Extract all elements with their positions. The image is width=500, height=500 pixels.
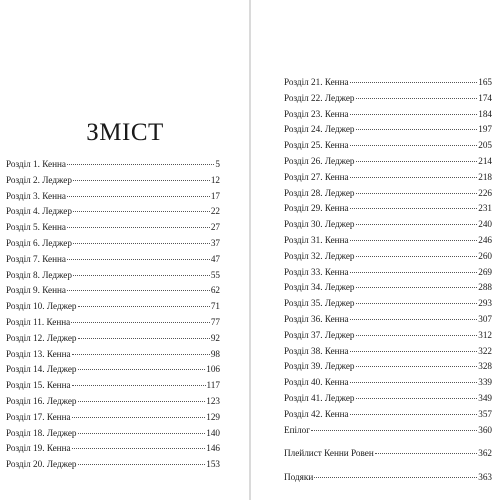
toc-entry-label: Розділ 42. Кенна <box>284 408 349 419</box>
toc-entry-page-number: 146 <box>206 443 220 454</box>
toc-dot-leader <box>356 193 478 194</box>
toc-dot-leader <box>350 177 478 178</box>
toc-entry <box>284 344 492 360</box>
toc-dot-leader <box>356 129 478 130</box>
toc-entry-page-number: 27 <box>210 222 220 233</box>
toc-entry-page-number: 129 <box>206 411 220 422</box>
toc-entry-label: Розділ 22. Леджер <box>284 92 355 103</box>
toc-entry-page-number: 197 <box>478 124 492 135</box>
toc-dot-leader <box>350 82 478 83</box>
toc-entry <box>284 423 492 439</box>
toc-dot-leader <box>67 259 210 260</box>
toc-entry <box>284 470 492 486</box>
toc-entry <box>284 122 492 138</box>
toc-dot-leader <box>314 477 477 478</box>
toc-entry <box>284 249 492 265</box>
toc-entry-label: Розділ 13. Кенна <box>6 348 71 359</box>
toc-dot-leader <box>356 366 478 367</box>
toc-entry-page-number: 349 <box>478 392 492 403</box>
toc-dot-leader <box>350 319 478 320</box>
toc-entry-page-number: 71 <box>210 301 220 312</box>
toc-entry-page-number: 174 <box>478 92 492 103</box>
toc-entry-label: Розділ 35. Леджер <box>284 298 355 309</box>
toc-list-left <box>6 157 220 473</box>
toc-entry <box>6 410 220 426</box>
toc-entry-page-number: 322 <box>478 345 492 356</box>
toc-entry-page-number: 360 <box>478 424 492 435</box>
toc-entry-page-number: 226 <box>478 187 492 198</box>
toc-entry-label: Розділ 33. Кенна <box>284 266 349 277</box>
toc-entry <box>6 268 220 284</box>
toc-entry-label: Розділ 39. Леджер <box>284 361 355 372</box>
toc-entry-label: Розділ 4. Леджер <box>6 206 72 217</box>
toc-entry <box>6 189 220 205</box>
toc-entry-page-number: 123 <box>206 395 220 406</box>
toc-dot-leader <box>67 227 210 228</box>
toc-entry-page-number: 339 <box>478 377 492 388</box>
toc-dot-leader <box>350 351 478 352</box>
toc-entry <box>284 91 492 107</box>
toc-entry-label: Розділ 37. Леджер <box>284 329 355 340</box>
toc-dot-leader <box>311 430 477 431</box>
toc-entry-label: Епілог <box>284 424 311 435</box>
toc-entry-page-number: 293 <box>478 298 492 309</box>
toc-entry <box>284 170 492 186</box>
toc-entry-page-number: 5 <box>215 159 220 169</box>
toc-entry-label: Розділ 32. Леджер <box>284 250 355 261</box>
toc-entry-label: Розділ 9. Кенна <box>6 285 67 296</box>
toc-list-right <box>284 75 492 486</box>
toc-entry <box>284 217 492 233</box>
toc-dot-leader <box>350 414 478 415</box>
toc-dot-leader <box>73 211 210 212</box>
toc-entry-page-number: 165 <box>478 77 492 87</box>
toc-dot-leader <box>67 164 214 165</box>
toc-entry-label: Розділ 41. Леджер <box>284 392 355 403</box>
toc-entry-page-number: 231 <box>478 203 492 214</box>
toc-dot-leader <box>356 398 478 399</box>
toc-entry-page-number: 288 <box>478 282 492 293</box>
toc-entry-page-number: 307 <box>478 313 492 324</box>
toc-entry-page-number: 269 <box>478 266 492 277</box>
toc-entry-label: Розділ 25. Кенна <box>284 140 349 151</box>
toc-entry <box>6 362 220 378</box>
toc-entry <box>284 265 492 281</box>
toc-dot-leader <box>350 114 478 115</box>
toc-entry <box>284 359 492 375</box>
toc-entry-label: Розділ 38. Кенна <box>284 345 349 356</box>
toc-entry-label: Розділ 28. Леджер <box>284 187 355 198</box>
toc-entry <box>6 204 220 220</box>
toc-entry-page-number: 184 <box>478 108 492 119</box>
toc-entry-label: Розділ 18. Леджер <box>6 427 77 438</box>
toc-entry-label: Розділ 19. Кенна <box>6 443 71 454</box>
toc-entry-label: Плейлист Кенни Ровен <box>284 448 374 459</box>
toc-dot-leader <box>78 464 206 465</box>
toc-dot-leader <box>350 272 478 273</box>
toc-dot-leader <box>78 401 206 402</box>
toc-dot-leader <box>356 287 478 288</box>
toc-entry-label: Розділ 10. Леджер <box>6 301 77 312</box>
toc-entry-label: Розділ 30. Леджер <box>284 219 355 230</box>
toc-entry-label: Розділ 16. Леджер <box>6 395 77 406</box>
toc-entry-label: Розділ 21. Кенна <box>284 77 349 87</box>
toc-entry <box>284 75 492 91</box>
toc-dot-leader <box>350 145 478 146</box>
toc-entry-label: Розділ 6. Леджер <box>6 237 72 248</box>
toc-dot-leader <box>350 240 478 241</box>
toc-dot-leader <box>78 306 210 307</box>
toc-entry <box>6 299 220 315</box>
toc-entry <box>284 107 492 123</box>
toc-entry <box>284 154 492 170</box>
toc-dot-leader <box>72 385 206 386</box>
toc-dot-leader <box>78 369 206 370</box>
toc-entry-label: Розділ 20. Леджер <box>6 459 77 470</box>
toc-entry-page-number: 214 <box>478 155 492 166</box>
toc-entry-label: Розділ 14. Леджер <box>6 364 77 375</box>
toc-entry-label: Розділ 11. Кенна <box>6 316 71 327</box>
toc-entry-label: Розділ 34. Леджер <box>284 282 355 293</box>
toc-entry <box>284 280 492 296</box>
toc-entry-label: Розділ 12. Леджер <box>6 332 77 343</box>
toc-dot-leader <box>356 335 478 336</box>
toc-entry-page-number: 240 <box>478 219 492 230</box>
toc-dot-leader <box>78 338 210 339</box>
toc-entry-page-number: 12 <box>210 174 220 185</box>
toc-entry-page-number: 117 <box>206 380 220 391</box>
toc-entry <box>6 315 220 331</box>
toc-dot-leader <box>356 161 478 162</box>
toc-dot-leader <box>71 322 210 323</box>
toc-entry-page-number: 140 <box>206 427 220 438</box>
toc-dot-leader <box>73 180 210 181</box>
toc-entry-page-number: 260 <box>478 250 492 261</box>
toc-entry-label: Розділ 3. Кенна <box>6 190 67 201</box>
toc-entry <box>6 378 220 394</box>
toc-dot-leader <box>73 243 210 244</box>
toc-entry-page-number: 218 <box>478 171 492 182</box>
toc-entry-page-number: 77 <box>210 316 220 327</box>
toc-entry <box>284 233 492 249</box>
toc-entry-label: Розділ 1. Кенна <box>6 159 67 169</box>
toc-dot-leader <box>67 196 210 197</box>
toc-entry-label: Розділ 24. Леджер <box>284 124 355 135</box>
toc-entry-page-number: 17 <box>210 190 220 201</box>
toc-entry <box>284 138 492 154</box>
toc-dot-leader <box>73 275 210 276</box>
toc-dot-leader <box>72 354 210 355</box>
toc-entry-page-number: 106 <box>206 364 220 375</box>
toc-dot-leader <box>356 256 478 257</box>
toc-entry-page-number: 357 <box>478 408 492 419</box>
toc-entry-page-number: 362 <box>478 448 492 459</box>
toc-entry-label: Розділ 27. Кенна <box>284 171 349 182</box>
toc-dot-leader <box>67 290 210 291</box>
toc-entry-page-number: 328 <box>478 361 492 372</box>
toc-entry-page-number: 47 <box>210 253 220 264</box>
toc-entry-label: Розділ 36. Кенна <box>284 313 349 324</box>
toc-entry <box>6 426 220 442</box>
toc-entry <box>6 441 220 457</box>
toc-entry-label: Розділ 2. Леджер <box>6 174 72 185</box>
toc-entry-page-number: 92 <box>210 332 220 343</box>
toc-dot-leader <box>356 303 478 304</box>
toc-dot-leader <box>78 433 206 434</box>
toc-entry <box>6 347 220 363</box>
toc-dot-leader <box>72 448 206 449</box>
toc-entry <box>284 391 492 407</box>
toc-entry-label: Розділ 29. Кенна <box>284 203 349 214</box>
toc-entry-page-number: 363 <box>478 472 492 483</box>
toc-entry-page-number: 98 <box>210 348 220 359</box>
toc-entry-label: Подяки <box>284 472 314 483</box>
right-page <box>250 0 500 500</box>
toc-entry <box>284 201 492 217</box>
toc-entry-page-number: 153 <box>206 459 220 470</box>
toc-entry-page-number: 62 <box>210 285 220 296</box>
toc-entry-page-number: 22 <box>210 206 220 217</box>
toc-entry-page-number: 246 <box>478 234 492 245</box>
toc-entry <box>284 375 492 391</box>
toc-entry <box>6 220 220 236</box>
toc-entry-label: Розділ 7. Кенна <box>6 253 67 264</box>
toc-entry-label: Розділ 5. Кенна <box>6 222 67 233</box>
toc-entry-page-number: 55 <box>210 269 220 280</box>
toc-entry-label: Розділ 15. Кенна <box>6 380 71 391</box>
toc-entry <box>6 157 220 173</box>
toc-entry-page-number: 205 <box>478 140 492 151</box>
toc-entry <box>284 312 492 328</box>
toc-entry <box>6 283 220 299</box>
toc-entry-page-number: 37 <box>210 237 220 248</box>
toc-entry <box>6 331 220 347</box>
toc-dot-leader <box>350 382 478 383</box>
toc-dot-leader <box>350 208 478 209</box>
toc-entry <box>6 236 220 252</box>
toc-entry <box>284 186 492 202</box>
toc-entry-label: Розділ 23. Кенна <box>284 108 349 119</box>
toc-entry <box>6 173 220 189</box>
toc-dot-leader <box>72 417 206 418</box>
toc-entry <box>6 457 220 473</box>
toc-entry <box>284 407 492 423</box>
toc-entry-label: Розділ 8. Леджер <box>6 269 72 280</box>
toc-dot-leader <box>356 98 478 99</box>
toc-entry-label: Розділ 40. Кенна <box>284 377 349 388</box>
toc-entry <box>284 446 492 462</box>
toc-entry <box>284 328 492 344</box>
toc-dot-leader <box>356 224 478 225</box>
toc-entry <box>284 296 492 312</box>
toc-entry <box>6 252 220 268</box>
toc-dot-leader <box>375 453 477 454</box>
toc-entry-label: Розділ 31. Кенна <box>284 234 349 245</box>
toc-entry-label: Розділ 26. Леджер <box>284 155 355 166</box>
toc-entry <box>6 394 220 410</box>
toc-entry-page-number: 312 <box>478 329 492 340</box>
page-title: ЗМІСТ <box>86 119 164 146</box>
toc-entry-label: Розділ 17. Кенна <box>6 411 71 422</box>
